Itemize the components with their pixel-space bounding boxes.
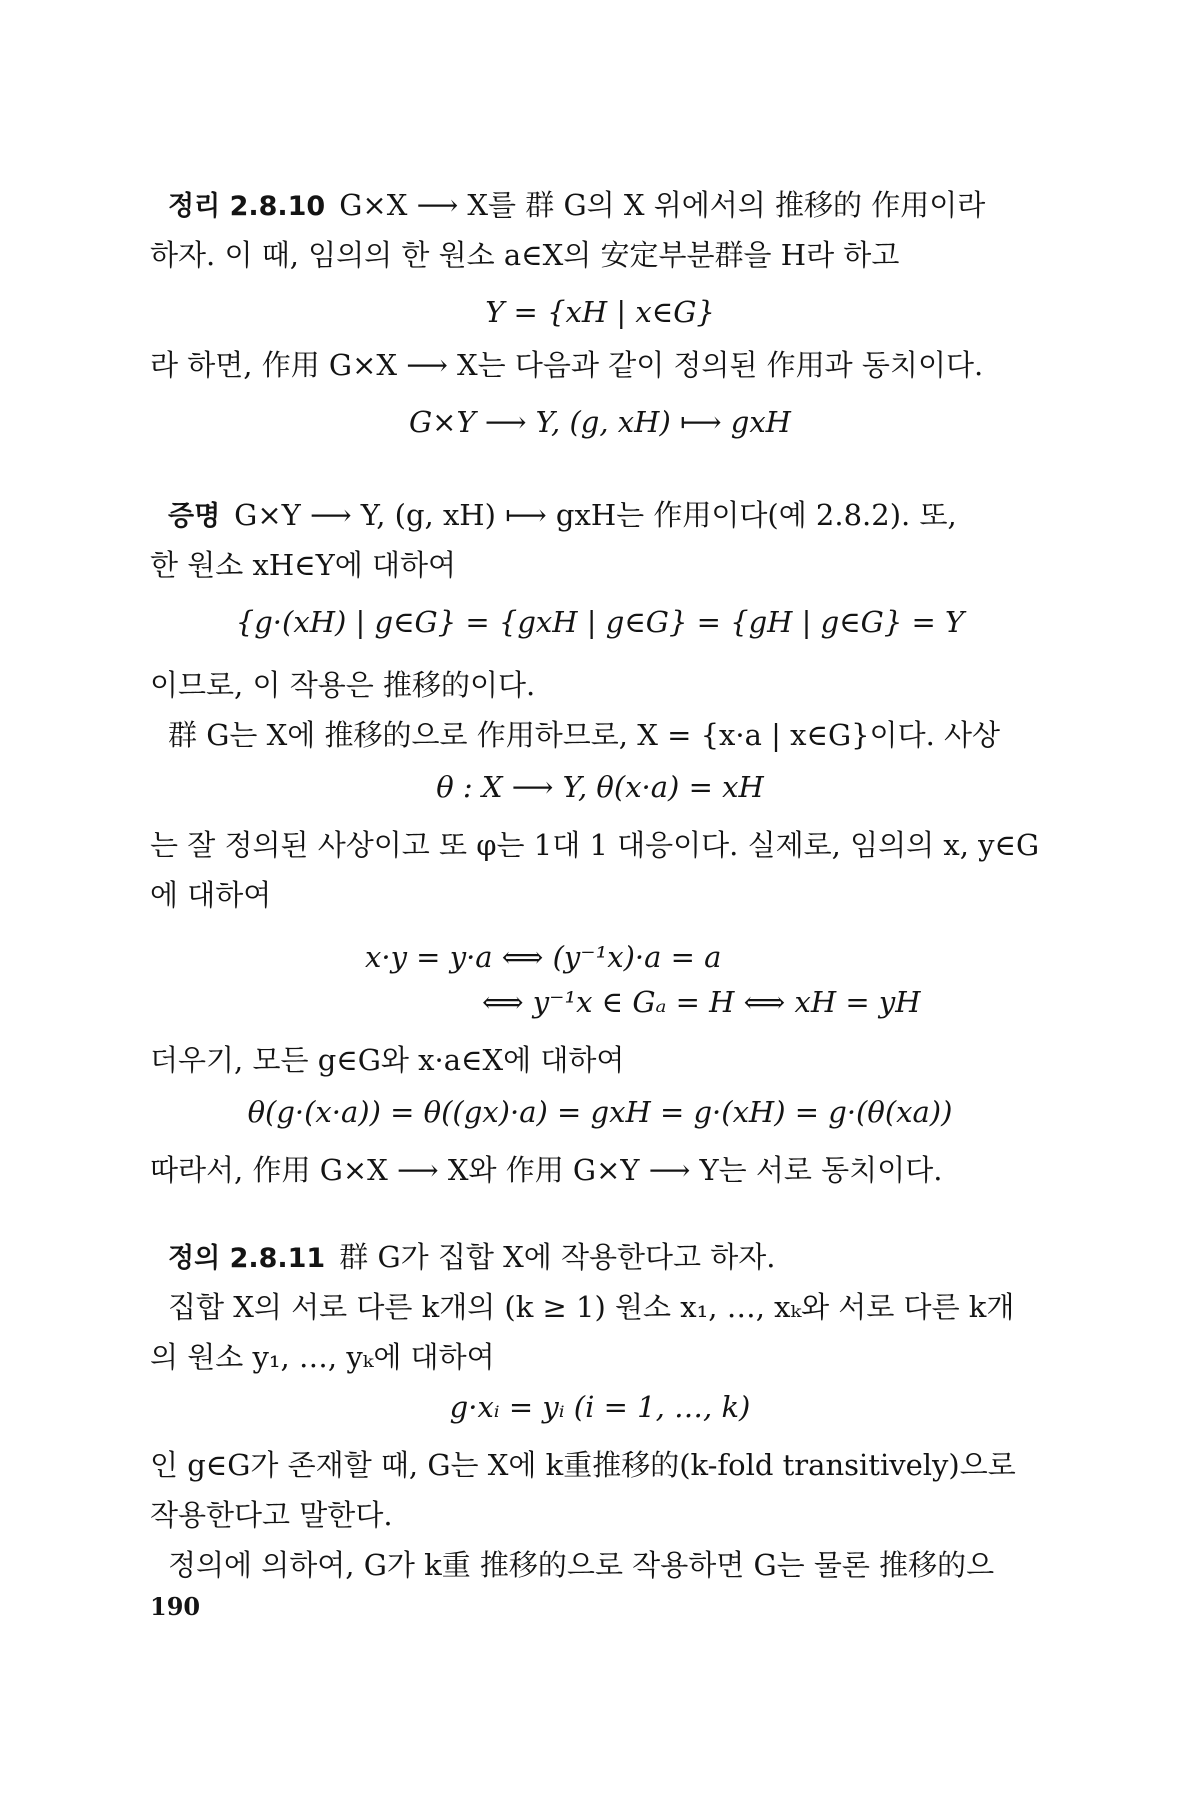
- proof-equation-1: {g·(xH) | g∈G} = {gxH | g∈G} = {gH | g∈G} = Y: [235, 605, 965, 639]
- theorem-equation-2: G×Y ⟶ Y, (g, xH) ⟼ gxH: [409, 405, 791, 439]
- definition-first-line: [150, 1232, 1050, 1284]
- proof-first-line: [150, 490, 1050, 542]
- proof-line-2: 한 원소 xH∈Y에 대하여: [150, 548, 457, 582]
- definition-text: 群 G가 집합 X에 작용한다고 하자.: [339, 1240, 776, 1274]
- proof-line-5: 는 잘 정의된 사상이고 또 φ는 1대 1 대응이다. 실제로, 임의의 x, y∈G: [150, 828, 1040, 862]
- theorem-line-3: 라 하면, 作用 G×X ⟶ X는 다음과 같이 정의된 作用과 동치이다.: [150, 348, 984, 382]
- definition-line-5: 작용한다고 말한다.: [150, 1498, 393, 1532]
- proof-line-3: 이므로, 이 작용은 推移的이다.: [150, 668, 536, 702]
- definition-equation-1: g·xᵢ = yᵢ (i = 1, …, k): [449, 1390, 751, 1424]
- page-number: 190: [150, 1592, 201, 1621]
- theorem-line-2: 하자. 이 때, 임의의 한 원소 a∈X의 安定부분群을 H라 하고: [150, 238, 900, 272]
- book-page: [150, 0, 1050, 1800]
- theorem-first-line: [150, 180, 1050, 232]
- proof-equation-2: θ : X ⟶ Y, θ(x·a) = xH: [436, 770, 764, 804]
- proof-text: G×Y ⟶ Y, (g, xH) ⟼ gxH는 作用이다(예 2.8.2). 또,: [234, 498, 957, 532]
- proof-equation-4: ⟺ y⁻¹x ∈ Gₐ = H ⟺ xH = yH: [482, 985, 921, 1019]
- proof-line-4: 群 G는 X에 推移的으로 作用하므로, X = {x·a | x∈G}이다. 사상: [168, 718, 1001, 752]
- proof-equation-5: θ(g·(x·a)) = θ((gx)·a) = gxH = g·(xH) = g·(θ(xa)): [247, 1095, 953, 1129]
- definition-line-3: 의 원소 y₁, …, yₖ에 대하여: [150, 1340, 495, 1374]
- definition-label: 정의 2.8.11: [168, 1243, 326, 1274]
- theorem-text: G×X ⟶ X를 群 G의 X 위에서의 推移的 作用이라: [339, 188, 986, 222]
- proof-line-8: 따라서, 作用 G×X ⟶ X와 作用 G×Y ⟶ Y는 서로 동치이다.: [150, 1153, 943, 1187]
- definition-line-2: 집합 X의 서로 다른 k개의 (k ≥ 1) 원소 x₁, …, xₖ와 서로 다른 k개: [168, 1290, 1015, 1324]
- theorem-equation-1: Y = {xH | x∈G}: [485, 295, 715, 329]
- theorem-label: 정리 2.8.10: [168, 191, 326, 222]
- proof-line-6: 에 대하여: [150, 878, 272, 912]
- proof-equation-3: x·y = y·a ⟺ (y⁻¹x)·a = a: [365, 940, 722, 974]
- proof-line-7: 더우기, 모든 g∈G와 x·a∈X에 대하여: [150, 1043, 625, 1077]
- definition-line-4: 인 g∈G가 존재할 때, G는 X에 k重推移的(k-fold transitively)으로: [150, 1448, 1016, 1482]
- closing-line: 정의에 의하여, G가 k重 推移的으로 작용하면 G는 물론 推移的으: [168, 1548, 995, 1582]
- proof-label: 증명: [168, 501, 221, 532]
